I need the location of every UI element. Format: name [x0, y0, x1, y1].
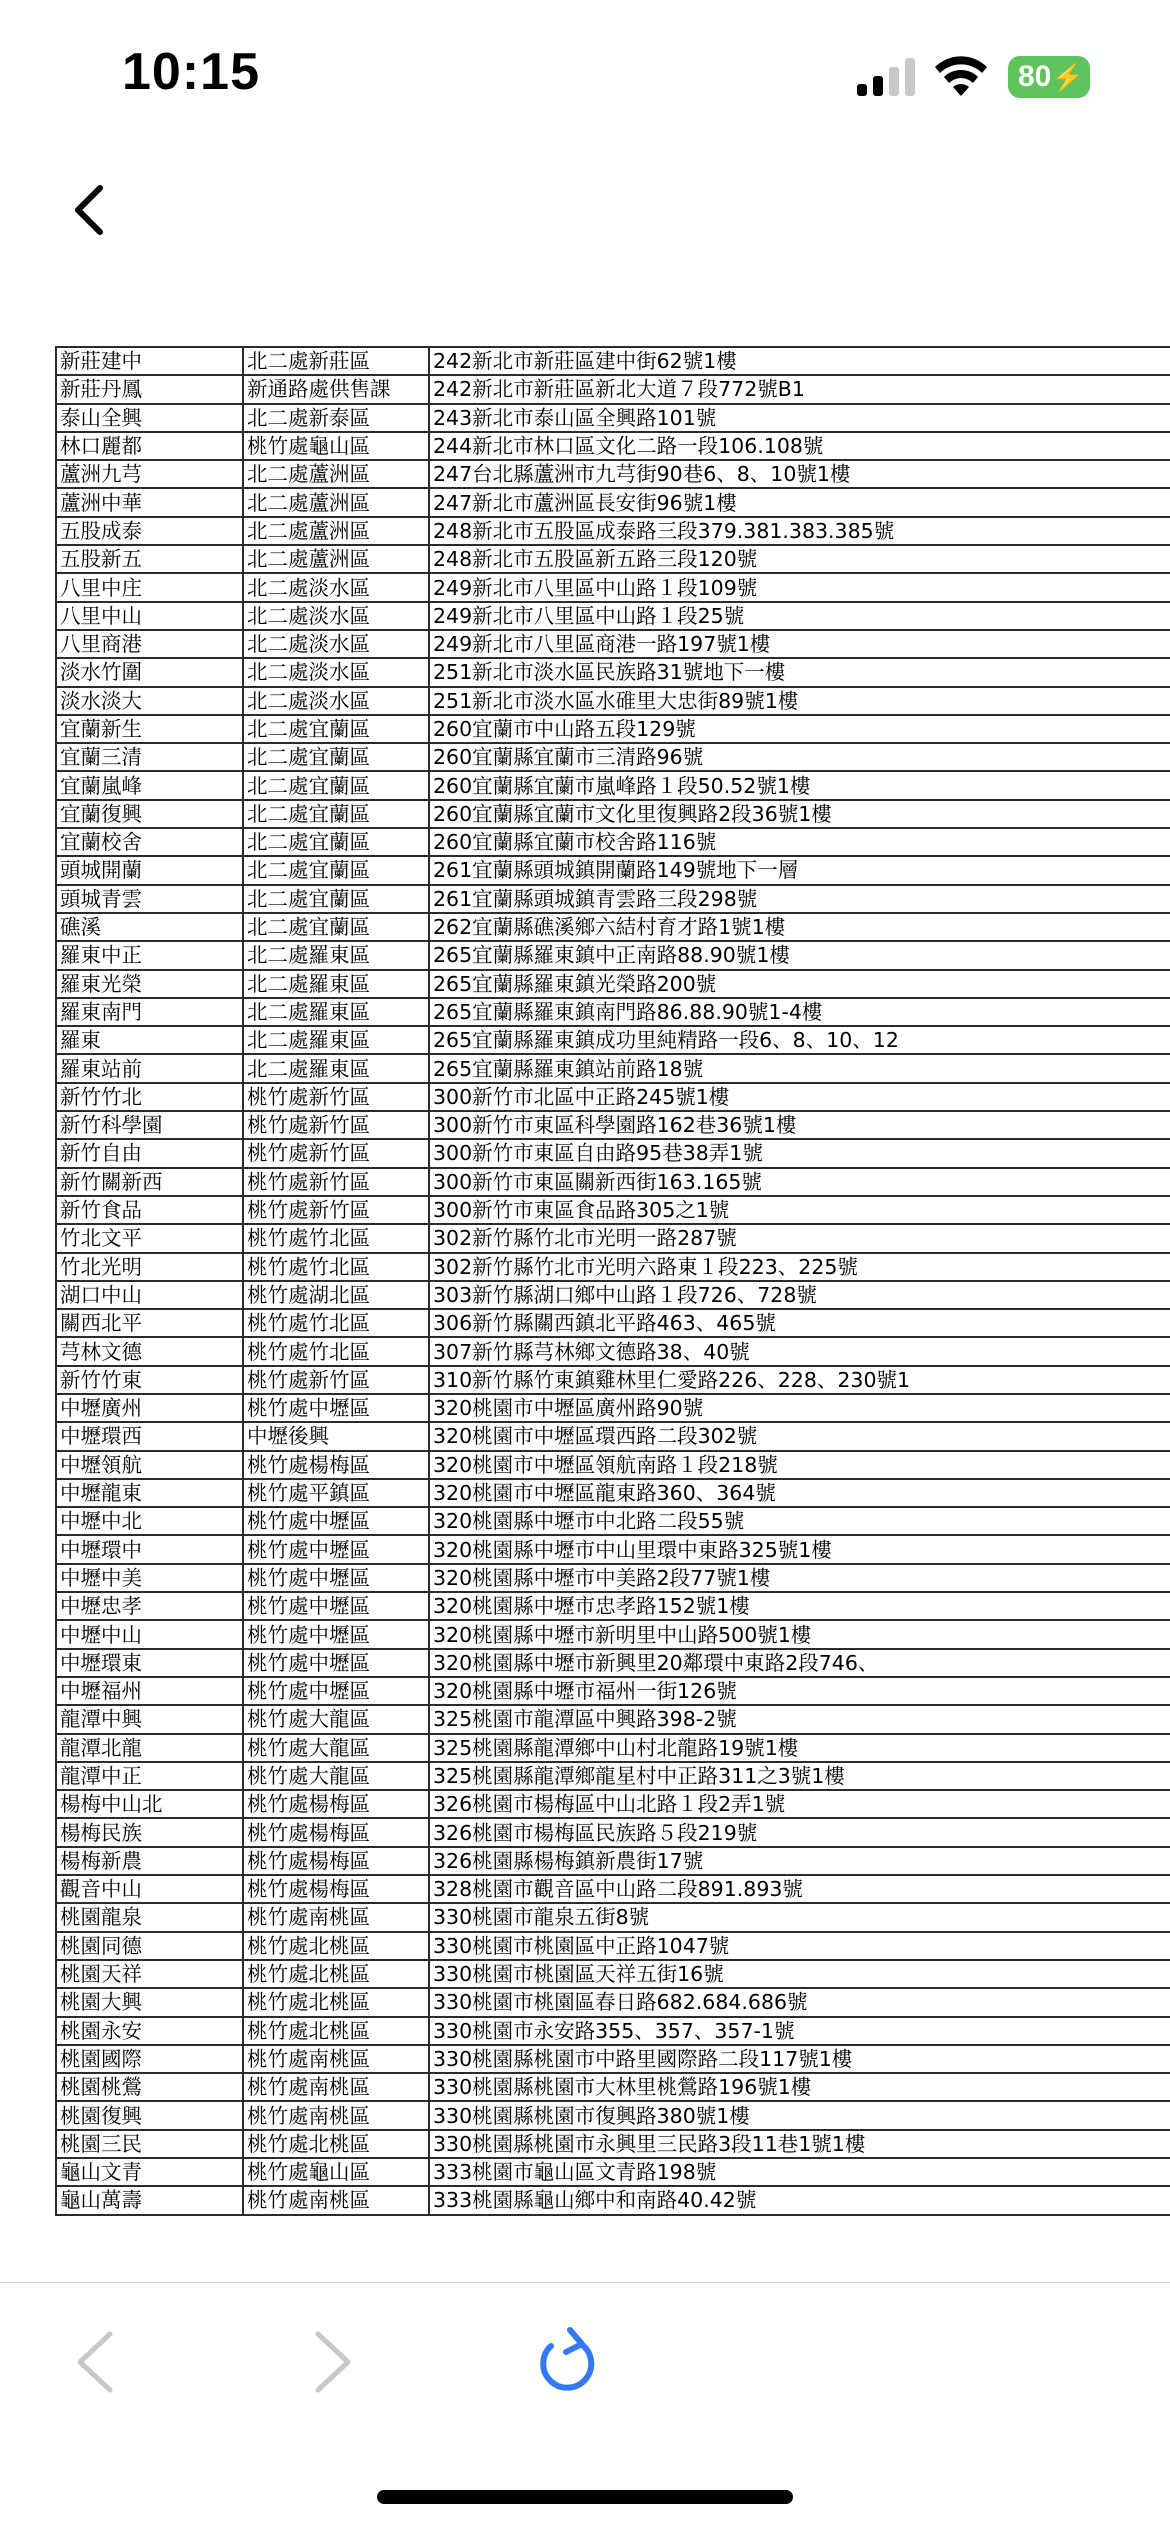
- store-name-cell: 湖口中山: [56, 1281, 243, 1309]
- region-cell: 北二處宜蘭區: [243, 828, 429, 856]
- region-cell: 北二處淡水區: [243, 658, 429, 686]
- address-cell: 326桃園市楊梅區中山北路１段2弄1號: [429, 1790, 1170, 1818]
- cellular-signal-icon: [855, 58, 917, 96]
- region-cell: 桃竹處中壢區: [243, 1394, 429, 1422]
- address-cell: 326桃園市楊梅區民族路５段219號: [429, 1818, 1170, 1846]
- address-cell: 330桃園市桃園區中正路1047號: [429, 1932, 1170, 1960]
- store-name-cell: 楊梅中山北: [56, 1790, 243, 1818]
- store-name-cell: 中壢廣州: [56, 1394, 243, 1422]
- table-row: [56, 630, 1170, 658]
- region-cell: 桃竹處北桃區: [243, 2017, 429, 2045]
- region-cell: 桃竹處新竹區: [243, 1083, 429, 1111]
- address-cell: 251新北市淡水區民族路31號地下一樓: [429, 658, 1170, 686]
- store-name-cell: 桃園天祥: [56, 1960, 243, 1988]
- address-cell: 302新竹縣竹北市光明一路287號: [429, 1224, 1170, 1252]
- region-cell: 桃竹處龜山區: [243, 432, 429, 460]
- region-cell: 北二處宜蘭區: [243, 800, 429, 828]
- address-cell: 333桃園縣龜山鄉中和南路40.42號: [429, 2186, 1170, 2214]
- table-row: [56, 1818, 1170, 1846]
- address-cell: 265宜蘭縣羅東鎮站前路18號: [429, 1054, 1170, 1082]
- store-name-cell: 新竹關新西: [56, 1168, 243, 1196]
- table-row: [56, 1734, 1170, 1762]
- address-cell: 330桃園市龍泉五街8號: [429, 1903, 1170, 1931]
- page-back-button[interactable]: [72, 2330, 116, 2394]
- store-name-cell: 新竹竹北: [56, 1083, 243, 1111]
- region-cell: 桃竹處中壢區: [243, 1677, 429, 1705]
- table-row: [56, 1422, 1170, 1450]
- store-name-cell: 桃園大興: [56, 1988, 243, 2016]
- table-row: [56, 1847, 1170, 1875]
- address-cell: 300新竹市東區科學園路162巷36號1樓: [429, 1111, 1170, 1139]
- store-name-cell: 中壢龍東: [56, 1479, 243, 1507]
- region-cell: 桃竹處南桃區: [243, 2045, 429, 2073]
- region-cell: 桃竹處楊梅區: [243, 1875, 429, 1903]
- store-name-cell: 宜蘭新生: [56, 715, 243, 743]
- address-cell: 260宜蘭市中山路五段129號: [429, 715, 1170, 743]
- address-cell: 261宜蘭縣頭城鎮開蘭路149號地下一層: [429, 856, 1170, 884]
- region-cell: 桃竹處竹北區: [243, 1337, 429, 1365]
- table-row: [56, 1535, 1170, 1563]
- store-name-cell: 新竹自由: [56, 1139, 243, 1167]
- address-cell: 307新竹縣芎林鄉文德路38、40號: [429, 1337, 1170, 1365]
- address-cell: 243新北市泰山區全興路101號: [429, 404, 1170, 432]
- table-row: [56, 2101, 1170, 2129]
- table-row: [56, 1592, 1170, 1620]
- region-cell: 北二處新泰區: [243, 404, 429, 432]
- region-cell: 桃竹處中壢區: [243, 1620, 429, 1648]
- region-cell: 桃竹處南桃區: [243, 1903, 429, 1931]
- store-name-cell: 楊梅新農: [56, 1847, 243, 1875]
- table-row: [56, 856, 1170, 884]
- store-name-cell: 羅東中正: [56, 941, 243, 969]
- store-name-cell: 宜蘭復興: [56, 800, 243, 828]
- store-name-cell: 龍潭中興: [56, 1705, 243, 1733]
- address-cell: 333桃園市龜山區文青路198號: [429, 2158, 1170, 2186]
- table-row: [56, 1281, 1170, 1309]
- region-cell: 北二處淡水區: [243, 573, 429, 601]
- address-cell: 330桃園市桃園區春日路682.684.686號: [429, 1988, 1170, 2016]
- address-cell: 330桃園縣桃園市復興路380號1樓: [429, 2101, 1170, 2129]
- region-cell: 桃竹處楊梅區: [243, 1451, 429, 1479]
- address-cell: 320桃園市中壢區龍東路360、364號: [429, 1479, 1170, 1507]
- store-name-cell: 羅東: [56, 1026, 243, 1054]
- address-cell: 326桃園縣楊梅鎮新農街17號: [429, 1847, 1170, 1875]
- store-name-cell: 宜蘭三清: [56, 743, 243, 771]
- store-name-cell: 龜山萬壽: [56, 2186, 243, 2214]
- store-name-cell: 新竹竹東: [56, 1366, 243, 1394]
- address-cell: 325桃園縣龍潭鄉龍星村中正路311之3號1樓: [429, 1762, 1170, 1790]
- table-row: [56, 1026, 1170, 1054]
- table-row: [56, 347, 1170, 375]
- region-cell: 桃竹處中壢區: [243, 1564, 429, 1592]
- store-name-cell: 頭城青雲: [56, 885, 243, 913]
- address-cell: 325桃園市龍潭區中興路398-2號: [429, 1705, 1170, 1733]
- table-row: [56, 1309, 1170, 1337]
- store-name-cell: 桃園國際: [56, 2045, 243, 2073]
- table-row: [56, 432, 1170, 460]
- store-name-cell: 新莊建中: [56, 347, 243, 375]
- table-row: [56, 460, 1170, 488]
- store-name-cell: 羅東站前: [56, 1054, 243, 1082]
- address-cell: 320桃園縣中壢市福州一街126號: [429, 1677, 1170, 1705]
- region-cell: 新通路處供售課: [243, 375, 429, 403]
- table-row: [56, 1139, 1170, 1167]
- table-row: [56, 828, 1170, 856]
- table-row: [56, 743, 1170, 771]
- table-row: [56, 1224, 1170, 1252]
- table-body: [56, 347, 1170, 2215]
- address-cell: 247新北市蘆洲區長安街96號1樓: [429, 488, 1170, 516]
- page-forward-button[interactable]: [312, 2330, 356, 2394]
- region-cell: 中壢後興: [243, 1422, 429, 1450]
- region-cell: 桃竹處大龍區: [243, 1734, 429, 1762]
- table-row: [56, 2158, 1170, 2186]
- address-cell: 249新北市八里區中山路１段109號: [429, 573, 1170, 601]
- table-row: [56, 687, 1170, 715]
- store-name-cell: 淡水竹圍: [56, 658, 243, 686]
- address-cell: 300新竹市北區中正路245號1樓: [429, 1083, 1170, 1111]
- address-cell: 310新竹縣竹東鎮雞林里仁愛路226、228、230號1: [429, 1366, 1170, 1394]
- region-cell: 北二處羅東區: [243, 1026, 429, 1054]
- region-cell: 桃竹處中壢區: [243, 1507, 429, 1535]
- store-name-cell: 頭城開蘭: [56, 856, 243, 884]
- address-cell: 330桃園縣桃園市大林里桃鶯路196號1樓: [429, 2073, 1170, 2101]
- region-cell: 桃竹處中壢區: [243, 1535, 429, 1563]
- address-cell: 306新竹縣關西鎮北平路463、465號: [429, 1309, 1170, 1337]
- address-cell: 320桃園縣中壢市中北路二段55號: [429, 1507, 1170, 1535]
- region-cell: 北二處蘆洲區: [243, 460, 429, 488]
- store-name-cell: 桃園桃鶯: [56, 2073, 243, 2101]
- table-row: [56, 1903, 1170, 1931]
- region-cell: 桃竹處新竹區: [243, 1366, 429, 1394]
- table-row: [56, 1168, 1170, 1196]
- table-row: [56, 913, 1170, 941]
- store-name-cell: 淡水淡大: [56, 687, 243, 715]
- table-row: [56, 970, 1170, 998]
- table-row: [56, 1054, 1170, 1082]
- table-row: [56, 1705, 1170, 1733]
- table-row: [56, 573, 1170, 601]
- region-cell: 桃竹處北桃區: [243, 1960, 429, 1988]
- store-name-cell: 中壢福州: [56, 1677, 243, 1705]
- address-cell: 302新竹縣竹北市光明六路東１段223、225號: [429, 1253, 1170, 1281]
- region-cell: 桃竹處新竹區: [243, 1111, 429, 1139]
- back-button[interactable]: [62, 180, 122, 240]
- address-cell: 244新北市林口區文化二路一段106.108號: [429, 432, 1170, 460]
- table-row: [56, 1337, 1170, 1365]
- store-name-cell: 新莊丹鳳: [56, 375, 243, 403]
- store-name-cell: 龍潭中正: [56, 1762, 243, 1790]
- address-cell: 260宜蘭縣宜蘭市嵐峰路１段50.52號1樓: [429, 771, 1170, 799]
- address-cell: 328桃園市觀音區中山路二段891.893號: [429, 1875, 1170, 1903]
- battery-icon: [1008, 56, 1090, 98]
- table-row: [56, 2017, 1170, 2045]
- store-name-cell: 五股成泰: [56, 517, 243, 545]
- region-cell: 桃竹處楊梅區: [243, 1847, 429, 1875]
- address-cell: 260宜蘭縣宜蘭市校舍路116號: [429, 828, 1170, 856]
- charging-bolt-icon: ⚡: [1051, 62, 1084, 92]
- store-address-table: [55, 346, 1170, 2216]
- table-row: [56, 1196, 1170, 1224]
- region-cell: 北二處蘆洲區: [243, 488, 429, 516]
- store-name-cell: 礁溪: [56, 913, 243, 941]
- region-cell: 北二處羅東區: [243, 998, 429, 1026]
- store-name-cell: 桃園三民: [56, 2130, 243, 2158]
- region-cell: 北二處宜蘭區: [243, 771, 429, 799]
- region-cell: 北二處淡水區: [243, 602, 429, 630]
- region-cell: 桃竹處龜山區: [243, 2158, 429, 2186]
- store-name-cell: 關西北平: [56, 1309, 243, 1337]
- region-cell: 北二處羅東區: [243, 1054, 429, 1082]
- address-cell: 260宜蘭縣宜蘭市文化里復興路2段36號1樓: [429, 800, 1170, 828]
- store-name-cell: 竹北文平: [56, 1224, 243, 1252]
- store-name-cell: 竹北光明: [56, 1253, 243, 1281]
- table-row: [56, 2186, 1170, 2214]
- table-row: [56, 1677, 1170, 1705]
- address-cell: 300新竹市東區自由路95巷38弄1號: [429, 1139, 1170, 1167]
- store-name-cell: 龜山文青: [56, 2158, 243, 2186]
- region-cell: 桃竹處竹北區: [243, 1224, 429, 1252]
- store-name-cell: 桃園永安: [56, 2017, 243, 2045]
- address-cell: 325桃園縣龍潭鄉中山村北龍路19號1樓: [429, 1734, 1170, 1762]
- store-name-cell: 八里中庄: [56, 573, 243, 601]
- region-cell: 北二處淡水區: [243, 687, 429, 715]
- region-cell: 北二處淡水區: [243, 630, 429, 658]
- store-name-cell: 羅東光榮: [56, 970, 243, 998]
- address-cell: 320桃園縣中壢市新明里中山路500號1樓: [429, 1620, 1170, 1648]
- region-cell: 桃竹處南桃區: [243, 2186, 429, 2214]
- table-row: [56, 998, 1170, 1026]
- table-row: [56, 1253, 1170, 1281]
- store-name-cell: 芎林文德: [56, 1337, 243, 1365]
- region-cell: 桃竹處大龍區: [243, 1705, 429, 1733]
- store-name-cell: 中壢忠孝: [56, 1592, 243, 1620]
- table-row: [56, 1875, 1170, 1903]
- table-row: [56, 771, 1170, 799]
- home-indicator: [377, 2490, 793, 2504]
- table-row: [56, 1451, 1170, 1479]
- table-row: [56, 658, 1170, 686]
- store-name-cell: 新竹科學園: [56, 1111, 243, 1139]
- store-name-cell: 觀音中山: [56, 1875, 243, 1903]
- address-cell: 300新竹市東區食品路305之1號: [429, 1196, 1170, 1224]
- table-row: [56, 375, 1170, 403]
- region-cell: 桃竹處竹北區: [243, 1253, 429, 1281]
- address-cell: 265宜蘭縣羅東鎮光榮路200號: [429, 970, 1170, 998]
- store-name-cell: 中壢中北: [56, 1507, 243, 1535]
- toolbar-divider: [0, 2282, 1170, 2283]
- address-cell: 265宜蘭縣羅東鎮南門路86.88.90號1-4樓: [429, 998, 1170, 1026]
- address-cell: 260宜蘭縣宜蘭市三清路96號: [429, 743, 1170, 771]
- region-cell: 北二處宜蘭區: [243, 715, 429, 743]
- address-cell: 330桃園市永安路355、357、357-1號: [429, 2017, 1170, 2045]
- store-name-cell: 楊梅民族: [56, 1818, 243, 1846]
- table-row: [56, 1083, 1170, 1111]
- table-row: [56, 1932, 1170, 1960]
- address-cell: 265宜蘭縣羅東鎮中正南路88.90號1樓: [429, 941, 1170, 969]
- table-row: [56, 1479, 1170, 1507]
- address-cell: 320桃園縣中壢市新興里20鄰環中東路2段746、: [429, 1649, 1170, 1677]
- region-cell: 桃竹處新竹區: [243, 1139, 429, 1167]
- table-row: [56, 1620, 1170, 1648]
- store-name-cell: 八里中山: [56, 602, 243, 630]
- region-cell: 桃竹處新竹區: [243, 1196, 429, 1224]
- store-name-cell: 中壢環東: [56, 1649, 243, 1677]
- store-name-cell: 中壢環中: [56, 1535, 243, 1563]
- region-cell: 北二處羅東區: [243, 970, 429, 998]
- region-cell: 桃竹處南桃區: [243, 2101, 429, 2129]
- store-name-cell: 中壢中美: [56, 1564, 243, 1592]
- store-name-cell: 桃園復興: [56, 2101, 243, 2129]
- store-name-cell: 五股新五: [56, 545, 243, 573]
- store-name-cell: 新竹食品: [56, 1196, 243, 1224]
- address-cell: 261宜蘭縣頭城鎮青雲路三段298號: [429, 885, 1170, 913]
- table-row: [56, 1564, 1170, 1592]
- region-cell: 北二處宜蘭區: [243, 913, 429, 941]
- table-row: [56, 2045, 1170, 2073]
- table-row: [56, 1649, 1170, 1677]
- region-cell: 桃竹處湖北區: [243, 1281, 429, 1309]
- region-cell: 桃竹處中壢區: [243, 1649, 429, 1677]
- table-row: [56, 715, 1170, 743]
- store-name-cell: 林口麗都: [56, 432, 243, 460]
- store-name-cell: 桃園同德: [56, 1932, 243, 1960]
- store-name-cell: 龍潭北龍: [56, 1734, 243, 1762]
- region-cell: 桃竹處平鎮區: [243, 1479, 429, 1507]
- region-cell: 北二處蘆洲區: [243, 517, 429, 545]
- region-cell: 北二處宜蘭區: [243, 856, 429, 884]
- region-cell: 桃竹處南桃區: [243, 2073, 429, 2101]
- region-cell: 桃竹處中壢區: [243, 1592, 429, 1620]
- table-row: [56, 800, 1170, 828]
- address-cell: 242新北市新莊區建中街62號1樓: [429, 347, 1170, 375]
- store-name-cell: 羅東南門: [56, 998, 243, 1026]
- region-cell: 桃竹處大龍區: [243, 1762, 429, 1790]
- region-cell: 桃竹處竹北區: [243, 1309, 429, 1337]
- store-name-cell: 中壢中山: [56, 1620, 243, 1648]
- table-row: [56, 602, 1170, 630]
- table-row: [56, 545, 1170, 573]
- battery-level: 80: [1018, 60, 1052, 93]
- store-name-cell: 宜蘭校舍: [56, 828, 243, 856]
- address-cell: 251新北市淡水區水碓里大忠街89號1樓: [429, 687, 1170, 715]
- region-cell: 桃竹處北桃區: [243, 1988, 429, 2016]
- store-name-cell: 宜蘭嵐峰: [56, 771, 243, 799]
- address-cell: 242新北市新莊區新北大道７段772號B1: [429, 375, 1170, 403]
- address-cell: 249新北市八里區中山路１段25號: [429, 602, 1170, 630]
- store-name-cell: 中壢環西: [56, 1422, 243, 1450]
- address-cell: 300新竹市東區關新西街163.165號: [429, 1168, 1170, 1196]
- address-cell: 320桃園縣中壢市中美路2段77號1樓: [429, 1564, 1170, 1592]
- address-cell: 320桃園縣中壢市中山里環中東路325號1樓: [429, 1535, 1170, 1563]
- address-cell: 249新北市八里區商港一路197號1樓: [429, 630, 1170, 658]
- table-row: [56, 1988, 1170, 2016]
- status-time: 10:15: [122, 43, 260, 101]
- store-name-cell: 八里商港: [56, 630, 243, 658]
- table-row: [56, 1111, 1170, 1139]
- table-row: [56, 1394, 1170, 1422]
- address-cell: 320桃園市中壢區廣州路90號: [429, 1394, 1170, 1422]
- address-cell: 330桃園縣桃園市中路里國際路二段117號1樓: [429, 2045, 1170, 2073]
- address-cell: 262宜蘭縣礁溪鄉六結村育才路1號1樓: [429, 913, 1170, 941]
- table-row: [56, 1790, 1170, 1818]
- table-row: [56, 517, 1170, 545]
- address-cell: 247台北縣蘆洲市九芎街90巷6、8、10號1樓: [429, 460, 1170, 488]
- region-cell: 桃竹處北桃區: [243, 1932, 429, 1960]
- table-row: [56, 885, 1170, 913]
- wifi-icon: [933, 54, 989, 96]
- region-cell: 北二處羅東區: [243, 941, 429, 969]
- address-cell: 248新北市五股區成泰路三段379.381.383.385號: [429, 517, 1170, 545]
- reload-button[interactable]: [534, 2322, 600, 2394]
- table-row: [56, 1507, 1170, 1535]
- address-cell: 330桃園市桃園區天祥五街16號: [429, 1960, 1170, 1988]
- address-cell: 320桃園市中壢區環西路二段302號: [429, 1422, 1170, 1450]
- table-row: [56, 1762, 1170, 1790]
- region-cell: 桃竹處北桃區: [243, 2130, 429, 2158]
- region-cell: 北二處蘆洲區: [243, 545, 429, 573]
- address-cell: 320桃園市中壢區領航南路１段218號: [429, 1451, 1170, 1479]
- address-cell: 265宜蘭縣羅東鎮成功里純精路一段6、8、10、12: [429, 1026, 1170, 1054]
- store-name-cell: 蘆洲中華: [56, 488, 243, 516]
- region-cell: 桃竹處楊梅區: [243, 1818, 429, 1846]
- store-name-cell: 泰山全興: [56, 404, 243, 432]
- table-row: [56, 488, 1170, 516]
- store-name-cell: 桃園龍泉: [56, 1903, 243, 1931]
- region-cell: 桃竹處楊梅區: [243, 1790, 429, 1818]
- region-cell: 北二處新莊區: [243, 347, 429, 375]
- store-name-cell: 中壢領航: [56, 1451, 243, 1479]
- table-row: [56, 2130, 1170, 2158]
- address-cell: 248新北市五股區新五路三段120號: [429, 545, 1170, 573]
- region-cell: 北二處宜蘭區: [243, 743, 429, 771]
- table-row: [56, 1960, 1170, 1988]
- address-cell: 320桃園縣中壢市忠孝路152號1樓: [429, 1592, 1170, 1620]
- region-cell: 桃竹處新竹區: [243, 1168, 429, 1196]
- address-cell: 303新竹縣湖口鄉中山路１段726、728號: [429, 1281, 1170, 1309]
- table-row: [56, 404, 1170, 432]
- store-name-cell: 蘆洲九芎: [56, 460, 243, 488]
- status-bar: [0, 0, 1170, 150]
- region-cell: 北二處宜蘭區: [243, 885, 429, 913]
- table-row: [56, 2073, 1170, 2101]
- table-row: [56, 941, 1170, 969]
- table-row: [56, 1366, 1170, 1394]
- address-cell: 330桃園縣桃園市永興里三民路3段11巷1號1樓: [429, 2130, 1170, 2158]
